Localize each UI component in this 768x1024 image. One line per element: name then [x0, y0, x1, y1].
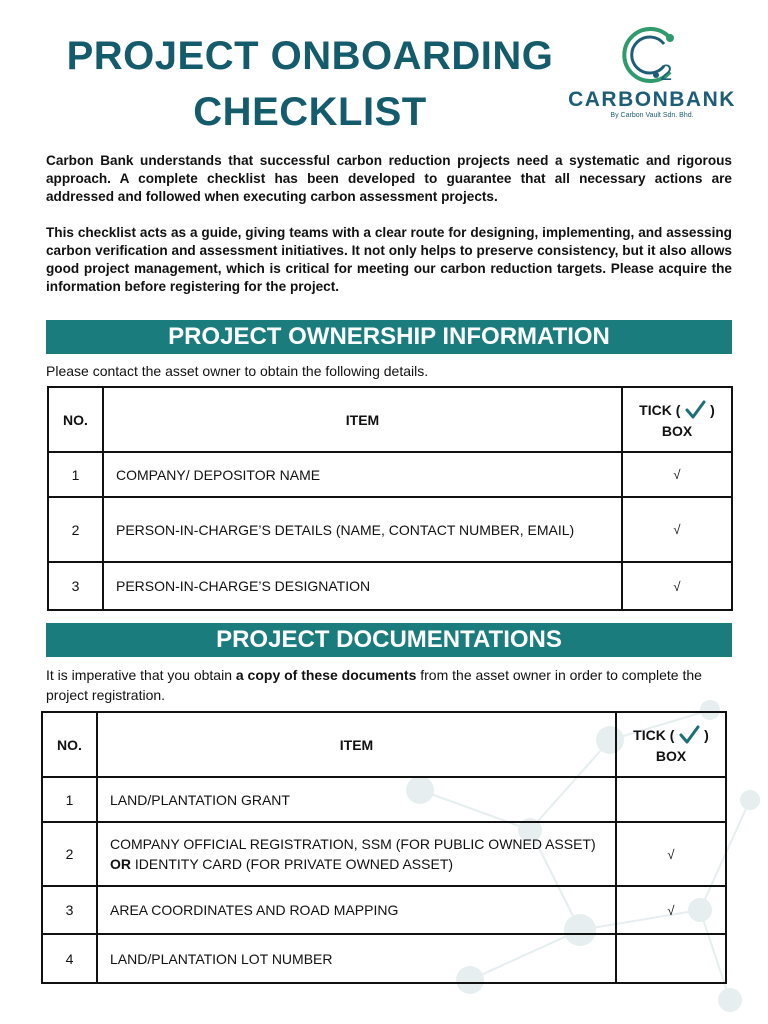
table-row [42, 886, 726, 934]
checkmark-icon [678, 724, 700, 746]
column-header-no: NO. [42, 712, 97, 777]
column-header-item: ITEM [103, 387, 622, 452]
tick-header-prefix: TICK ( [633, 726, 675, 743]
tick-box[interactable]: √ [616, 886, 726, 934]
row-number: 4 [42, 934, 97, 983]
column-header-tick-box [622, 387, 732, 452]
table-row [48, 452, 732, 497]
row-item [97, 822, 616, 886]
row-number: 1 [42, 777, 97, 822]
row-item: AREA COORDINATES AND ROAD MAPPING [97, 886, 616, 934]
intro-paragraph-1: Carbon Bank understands that successful carbon reduction projects need a systematic and rigorous approach. A complete checklist has been developed to guarantee that all necessary actions are addressed and followed when executing carbon assessment projects. [46, 153, 732, 204]
table-row [42, 934, 726, 983]
documents-note-text-end: from the asset owner in order to complete the project registration. [46, 667, 702, 703]
carbonbank-logo [552, 20, 752, 130]
row-item: COMPANY/ DEPOSITOR NAME [103, 452, 622, 497]
column-header-item: ITEM [97, 712, 616, 777]
table-row [42, 822, 726, 886]
tick-box[interactable]: √ [622, 562, 732, 610]
column-header-no: NO. [48, 387, 103, 452]
table-row [48, 497, 732, 562]
tick-header-prefix: TICK ( [639, 401, 681, 418]
page-title [40, 28, 580, 140]
documents-note [46, 665, 732, 705]
checkmark-icon [684, 399, 706, 421]
row-item-text: COMPANY OFFICIAL REGISTRATION, SSM (FOR PUBLIC OWNED ASSET) [110, 836, 596, 852]
documents-note-bold: a copy of these documents [235, 667, 417, 683]
tick-box[interactable] [616, 777, 726, 822]
documents-section-heading: PROJECT DOCUMENTATIONS [46, 623, 732, 657]
row-item: LAND/PLANTATION GRANT [97, 777, 616, 822]
documents-checklist-table [41, 711, 727, 984]
tick-header-suffix: ) [710, 401, 715, 418]
ownership-section-heading: PROJECT OWNERSHIP INFORMATION [46, 320, 732, 354]
table-row [48, 562, 732, 610]
row-item-bold: OR [110, 856, 131, 872]
table-header-row [42, 712, 726, 777]
row-item: PERSON-IN-CHARGE’S DETAILS (NAME, CONTACT NUMBER, EMAIL) [103, 497, 622, 562]
tick-header-box: BOX [661, 422, 693, 439]
row-number: 3 [48, 562, 103, 610]
tick-box[interactable]: √ [622, 497, 732, 562]
row-number: 2 [48, 497, 103, 562]
row-item: PERSON-IN-CHARGE’S DESIGNATION [103, 562, 622, 610]
tick-box[interactable]: √ [616, 822, 726, 886]
logo-subtext: By Carbon Vault Sdn. Bhd. [610, 112, 694, 119]
title-line-2: CHECKLIST [193, 90, 427, 134]
intro-paragraph-2: This checklist acts as a guide, giving teams with a clear route for designing, implementing, and assessing carbon verification and assessment initiatives. It not only helps to preserve consistency, but it also allows good project management, which is critical for meeting our carbon reduction targets. Please acquire the information before registering for the project. [46, 225, 732, 294]
title-line-1: PROJECT ONBOARDING [66, 34, 554, 78]
row-number: 2 [42, 822, 97, 886]
documents-note-text: It is imperative that you obtain [46, 667, 236, 683]
ownership-checklist-table [47, 386, 733, 611]
row-number: 1 [48, 452, 103, 497]
table-header-row [48, 387, 732, 452]
row-item-text-end: IDENTITY CARD (FOR PRIVATE OWNED ASSET) [131, 856, 454, 872]
tick-box[interactable] [616, 934, 726, 983]
logo-glyph: 2 [660, 60, 673, 85]
row-number: 3 [42, 886, 97, 934]
row-item: LAND/PLANTATION LOT NUMBER [97, 934, 616, 983]
c2-logo-icon [552, 20, 752, 90]
table-row [42, 777, 726, 822]
ownership-note: Please contact the asset owner to obtain the following details. [46, 363, 429, 379]
logo-text: CARBONBANK [568, 88, 736, 111]
column-header-tick-box [616, 712, 726, 777]
tick-header-suffix: ) [704, 726, 709, 743]
tick-header-box: BOX [655, 747, 687, 764]
tick-box[interactable]: √ [622, 452, 732, 497]
